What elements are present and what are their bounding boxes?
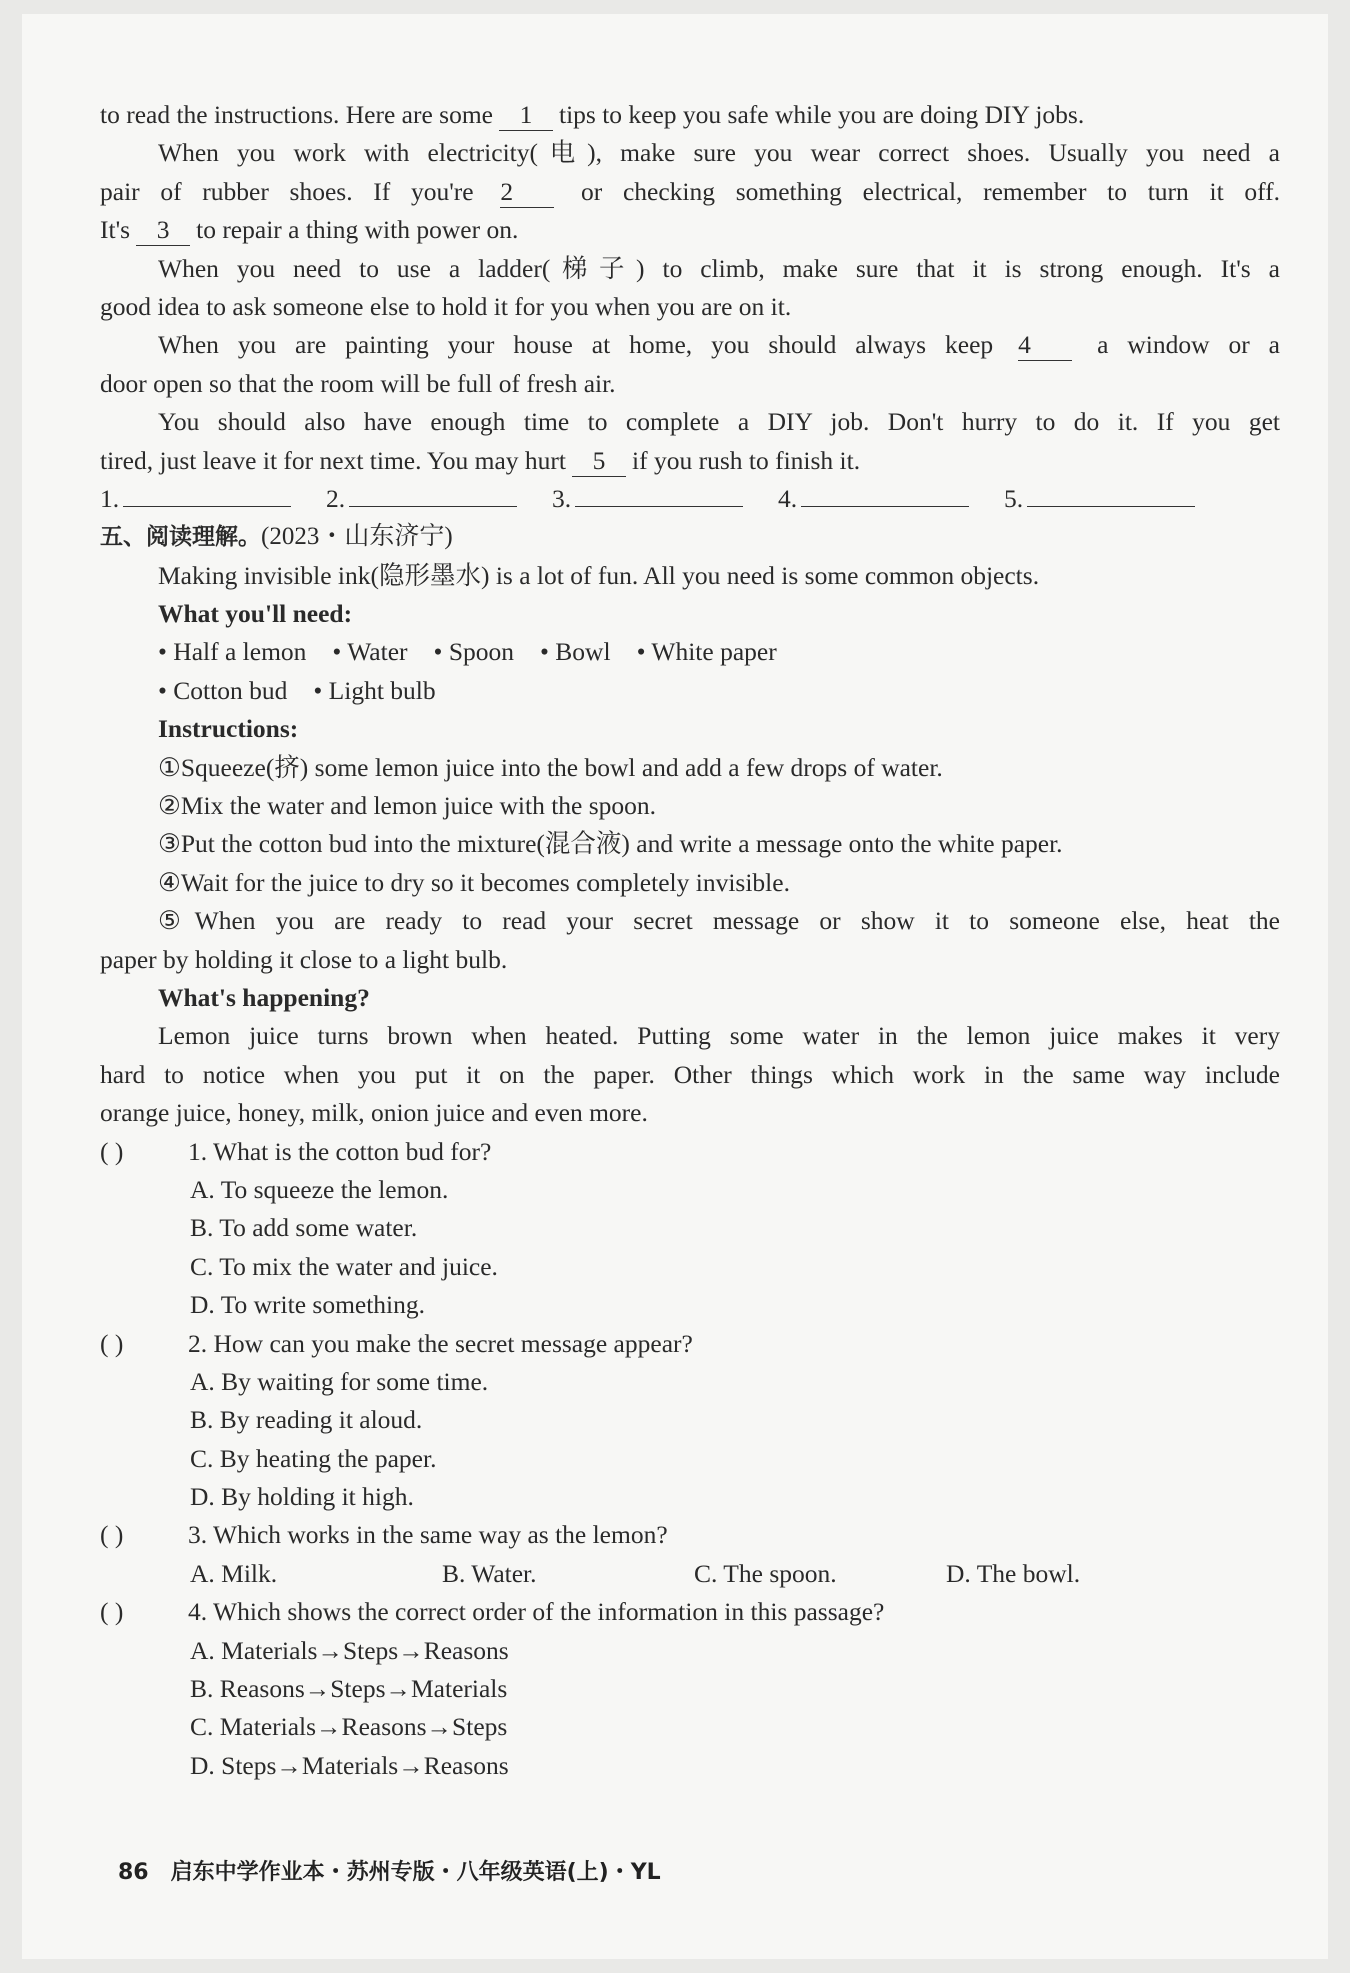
materials-row-1 (100, 633, 1280, 671)
option: B. Water. (442, 1558, 537, 1588)
question-4 (100, 1593, 1280, 1631)
material-item: • Light bulb (313, 675, 436, 705)
passage-line: door open so that the room will be full of fresh air. (100, 368, 616, 398)
passage-line (100, 211, 1280, 249)
question-text: 4. Which shows the correct order of the information in this passage? (188, 1597, 885, 1627)
option: A. Milk. (190, 1558, 278, 1588)
passage-line (100, 173, 1280, 211)
passage-text: a window or a (1097, 330, 1280, 360)
option: A. To squeeze the lemon. (190, 1174, 449, 1204)
passage-text: pair of rubber shoes. If you're (100, 176, 474, 206)
answer-label: 3. (552, 483, 572, 513)
instruction-step-cont: paper by holding it close to a light bulb. (100, 944, 508, 974)
page-number: 86 (118, 1860, 149, 1885)
answer-line-2[interactable] (349, 482, 517, 507)
material-item: • Cotton bud (158, 675, 288, 705)
passage-line: good idea to ask someone else to hold it for you when you are on it. (100, 291, 792, 321)
question-text: 1. What is the cotton bud for? (188, 1136, 492, 1166)
answer-label: 5. (1004, 483, 1024, 513)
answer-item (100, 480, 326, 518)
answer-item (326, 480, 552, 518)
passage-text: to repair a thing with power on. (196, 215, 519, 245)
passage-text: or checking something electrical, remember to turn it off. (581, 176, 1280, 206)
option: D. The bowl. (946, 1558, 1081, 1588)
passage-text: to read the instructions. Here are some (100, 100, 493, 129)
answer-item (778, 480, 1004, 518)
answer-line-3[interactable] (575, 482, 743, 507)
passage-line: You should also have enough time to complete a DIY job. Don't hurry to do it. If you get (158, 407, 1280, 437)
passage-line (100, 96, 1280, 134)
instructions-title: Instructions: (158, 714, 299, 744)
reading-intro: Making invisible ink(隐形墨水) is a lot of fun. All you need is some common objects. (158, 560, 1040, 590)
question-text: 2. How can you make the secret message appear? (188, 1328, 693, 1358)
answer-line-4[interactable] (801, 482, 969, 507)
instruction-step: ①Squeeze(挤) some lemon juice into the bowl and add a few drops of water. (158, 752, 943, 782)
material-item: • Spoon (433, 637, 514, 667)
option: A. By waiting for some time. (190, 1366, 489, 1396)
material-item: • Half a lemon (158, 637, 307, 667)
blank-4[interactable]: 4 (1018, 330, 1072, 361)
option: C. By heating the paper. (190, 1443, 437, 1473)
option: C. The spoon. (694, 1558, 837, 1588)
question-text: 3. Which works in the same way as the lemon? (188, 1520, 668, 1550)
blank-2[interactable]: 2 (500, 177, 554, 208)
page-content (100, 96, 1280, 1785)
answer-label: 2. (326, 483, 346, 513)
option: B. To add some water. (190, 1213, 418, 1243)
option-row (100, 1555, 1280, 1593)
question-3 (100, 1516, 1280, 1554)
passage-line: When you need to use a ladder(梯子) to climb, make sure that it is strong enough. It's a (158, 253, 1280, 283)
passage-line (100, 442, 1280, 480)
material-item: • Water (332, 637, 408, 667)
option: C. Materials→Reasons→Steps (190, 1712, 508, 1742)
page-footer (118, 1855, 661, 1886)
happening-text: Lemon juice turns brown when heated. Putting some water in the lemon juice makes it very (158, 1021, 1280, 1051)
passage-line (100, 326, 1280, 364)
happening-text: orange juice, honey, milk, onion juice and even more. (100, 1098, 648, 1128)
instruction-step: ③Put the cotton bud into the mixture(混合液) and write a message onto the white paper. (158, 829, 1063, 859)
section-heading (100, 518, 1280, 556)
option: B. By reading it aloud. (190, 1405, 423, 1435)
answer-item (552, 480, 778, 518)
section-source: (2023・山东济宁) (261, 523, 453, 551)
happening-text: hard to notice when you put it on the paper. Other things which work in the same way include (100, 1059, 1280, 1089)
instruction-step: ④Wait for the juice to dry so it becomes completely invisible. (158, 867, 790, 897)
option: C. To mix the water and juice. (190, 1251, 498, 1281)
answer-label: 1. (100, 483, 120, 513)
answer-line-5[interactable] (1027, 482, 1195, 507)
option: D. By holding it high. (190, 1482, 414, 1512)
answer-paren-1[interactable]: ( ) (100, 1136, 124, 1166)
instruction-step: ⑤When you are ready to read your secret message or show it to someone else, heat the (158, 906, 1280, 936)
option: A. Materials→Steps→Reasons (190, 1635, 509, 1665)
materials-row-2 (100, 672, 1280, 710)
passage-text: if you rush to finish it. (632, 445, 861, 475)
material-item: • White paper (636, 637, 777, 667)
option: D. To write something. (190, 1290, 426, 1320)
material-item: • Bowl (540, 637, 611, 667)
answer-item (1004, 480, 1230, 518)
answer-paren-4[interactable]: ( ) (100, 1597, 124, 1627)
happening-title: What's happening? (158, 982, 370, 1012)
blank-5[interactable]: 5 (572, 446, 626, 477)
blank-3[interactable]: 3 (136, 215, 190, 246)
passage-text: When you are painting your house at home, you should always keep (158, 330, 994, 360)
question-1 (100, 1133, 1280, 1171)
question-2 (100, 1325, 1280, 1363)
answer-row (100, 480, 1280, 518)
answer-label: 4. (778, 483, 798, 513)
passage-line: When you work with electricity(电), make sure you wear correct shoes. Usually you need a (158, 138, 1280, 168)
answer-paren-2[interactable]: ( ) (100, 1328, 124, 1358)
blank-1[interactable]: 1 (499, 100, 553, 131)
answer-line-1[interactable] (123, 482, 291, 507)
option: B. Reasons→Steps→Materials (190, 1674, 508, 1704)
footer-title: 启东中学作业本・苏州专版・八年级英语(上)・YL (170, 1860, 661, 1885)
need-title: What you'll need: (158, 599, 353, 629)
answer-paren-3[interactable]: ( ) (100, 1520, 124, 1550)
section-title: 五、阅读理解。 (100, 524, 261, 551)
option: D. Steps→Materials→Reasons (190, 1750, 509, 1780)
passage-text: tips to keep you safe while you are doing DIY jobs. (558, 100, 1085, 129)
passage-text: tired, just leave it for next time. You may hurt (100, 445, 567, 475)
passage-text: It's (100, 215, 131, 245)
instruction-step: ②Mix the water and lemon juice with the spoon. (158, 791, 657, 821)
